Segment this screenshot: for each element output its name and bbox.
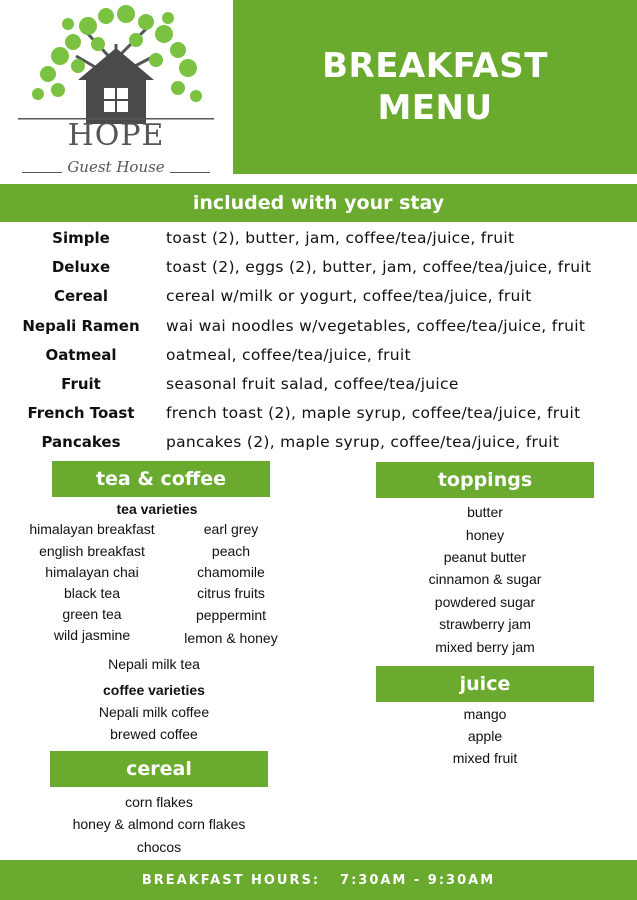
tea-item: black tea	[63, 585, 121, 601]
breakfast-hours-footer	[0, 860, 637, 900]
tea-item: chamomile	[197, 564, 265, 580]
house-icon	[78, 48, 154, 124]
menu-item-desc: wai wai noodles w/vegetables, coffee/tea/juice, fruit	[166, 317, 586, 335]
topping-item: cinnamon & sugar	[428, 571, 542, 587]
menu-item-name: Oatmeal	[45, 346, 117, 364]
cereal-item: corn flakes	[125, 794, 193, 810]
menu-item	[0, 226, 637, 250]
menu-item-desc: pancakes (2), maple syrup, coffee/tea/juice, fruit	[166, 433, 560, 451]
menu-item-desc: oatmeal, coffee/tea/juice, fruit	[166, 346, 411, 364]
tea-item: english breakfast	[39, 543, 145, 559]
cereal-heading: cereal	[50, 751, 268, 787]
topping-item: strawberry jam	[439, 616, 531, 632]
juice-heading: juice	[376, 666, 594, 702]
menu-item	[0, 314, 637, 338]
logo-rule-right	[170, 172, 210, 173]
nepali-milk-tea: Nepali milk tea	[108, 656, 200, 672]
tea-varieties-label: tea varieties	[116, 501, 198, 517]
juice-item: mixed fruit	[452, 750, 518, 766]
menu-item-desc: toast (2), butter, jam, coffee/tea/juice, fruit	[166, 229, 515, 247]
menu-item	[0, 255, 637, 279]
coffee-item: brewed coffee	[110, 726, 198, 742]
tea-item: peppermint	[195, 607, 267, 623]
tea-item: green tea	[62, 606, 122, 622]
tea-item: citrus fruits	[197, 585, 265, 601]
hope-guest-house-logo	[18, 4, 214, 182]
tea-coffee-heading: tea & coffee	[52, 461, 270, 497]
menu-item	[0, 372, 637, 396]
menu-item	[0, 343, 637, 367]
menu-item-name: Fruit	[61, 375, 101, 393]
menu-item-desc: french toast (2), maple syrup, coffee/tea/juice, fruit	[166, 404, 581, 422]
tea-item: himalayan chai	[45, 564, 139, 580]
topping-item: honey	[465, 527, 505, 543]
coffee-item: Nepali milk coffee	[98, 704, 210, 720]
page-title	[322, 45, 548, 129]
menu-item-name: Deluxe	[51, 258, 111, 276]
tea-item: peach	[211, 543, 251, 559]
menu-item-desc: cereal w/milk or yogurt, coffee/tea/juice, fruit	[166, 287, 532, 305]
toppings-heading: toppings	[376, 462, 594, 498]
hours-label: BREAKFAST HOURS:	[141, 872, 321, 888]
cereal-item: honey & almond corn flakes	[72, 816, 246, 832]
topping-item: peanut butter	[443, 549, 527, 565]
menu-item	[0, 430, 637, 454]
menu-item-desc: toast (2), eggs (2), butter, jam, coffee/tea/juice, fruit	[166, 258, 592, 276]
menu-item-name: Cereal	[53, 287, 109, 305]
menu-item-name: Nepali Ramen	[22, 317, 140, 335]
tea-item: wild jasmine	[53, 627, 131, 643]
title-line-2: MENU	[377, 88, 493, 128]
menu-item-desc: seasonal fruit salad, coffee/tea/juice	[166, 375, 459, 393]
tea-item: earl grey	[203, 521, 259, 537]
topping-item: butter	[467, 504, 503, 520]
hours-value: 7:30AM - 9:30AM	[340, 872, 496, 888]
title-panel	[233, 0, 637, 174]
menu-item	[0, 284, 637, 308]
juice-item: apple	[467, 728, 503, 744]
menu-item-name: French Toast	[27, 404, 135, 422]
juice-item: mango	[463, 706, 507, 722]
menu-item-name: Pancakes	[41, 433, 121, 451]
tea-item: lemon & honey	[184, 630, 278, 646]
cereal-item: chocos	[136, 839, 182, 855]
menu-item-name: Simple	[52, 229, 110, 247]
logo-name: HOPE	[67, 118, 165, 153]
logo-subtitle: Guest House	[67, 158, 165, 176]
title-line-1: BREAKFAST	[322, 46, 548, 86]
coffee-varieties-label: coffee varieties	[103, 682, 205, 698]
menu-item	[0, 401, 637, 425]
tea-item: himalayan breakfast	[29, 521, 155, 537]
topping-item: mixed berry jam	[435, 639, 535, 655]
included-banner: included with your stay	[0, 184, 637, 222]
topping-item: powdered sugar	[434, 594, 536, 610]
